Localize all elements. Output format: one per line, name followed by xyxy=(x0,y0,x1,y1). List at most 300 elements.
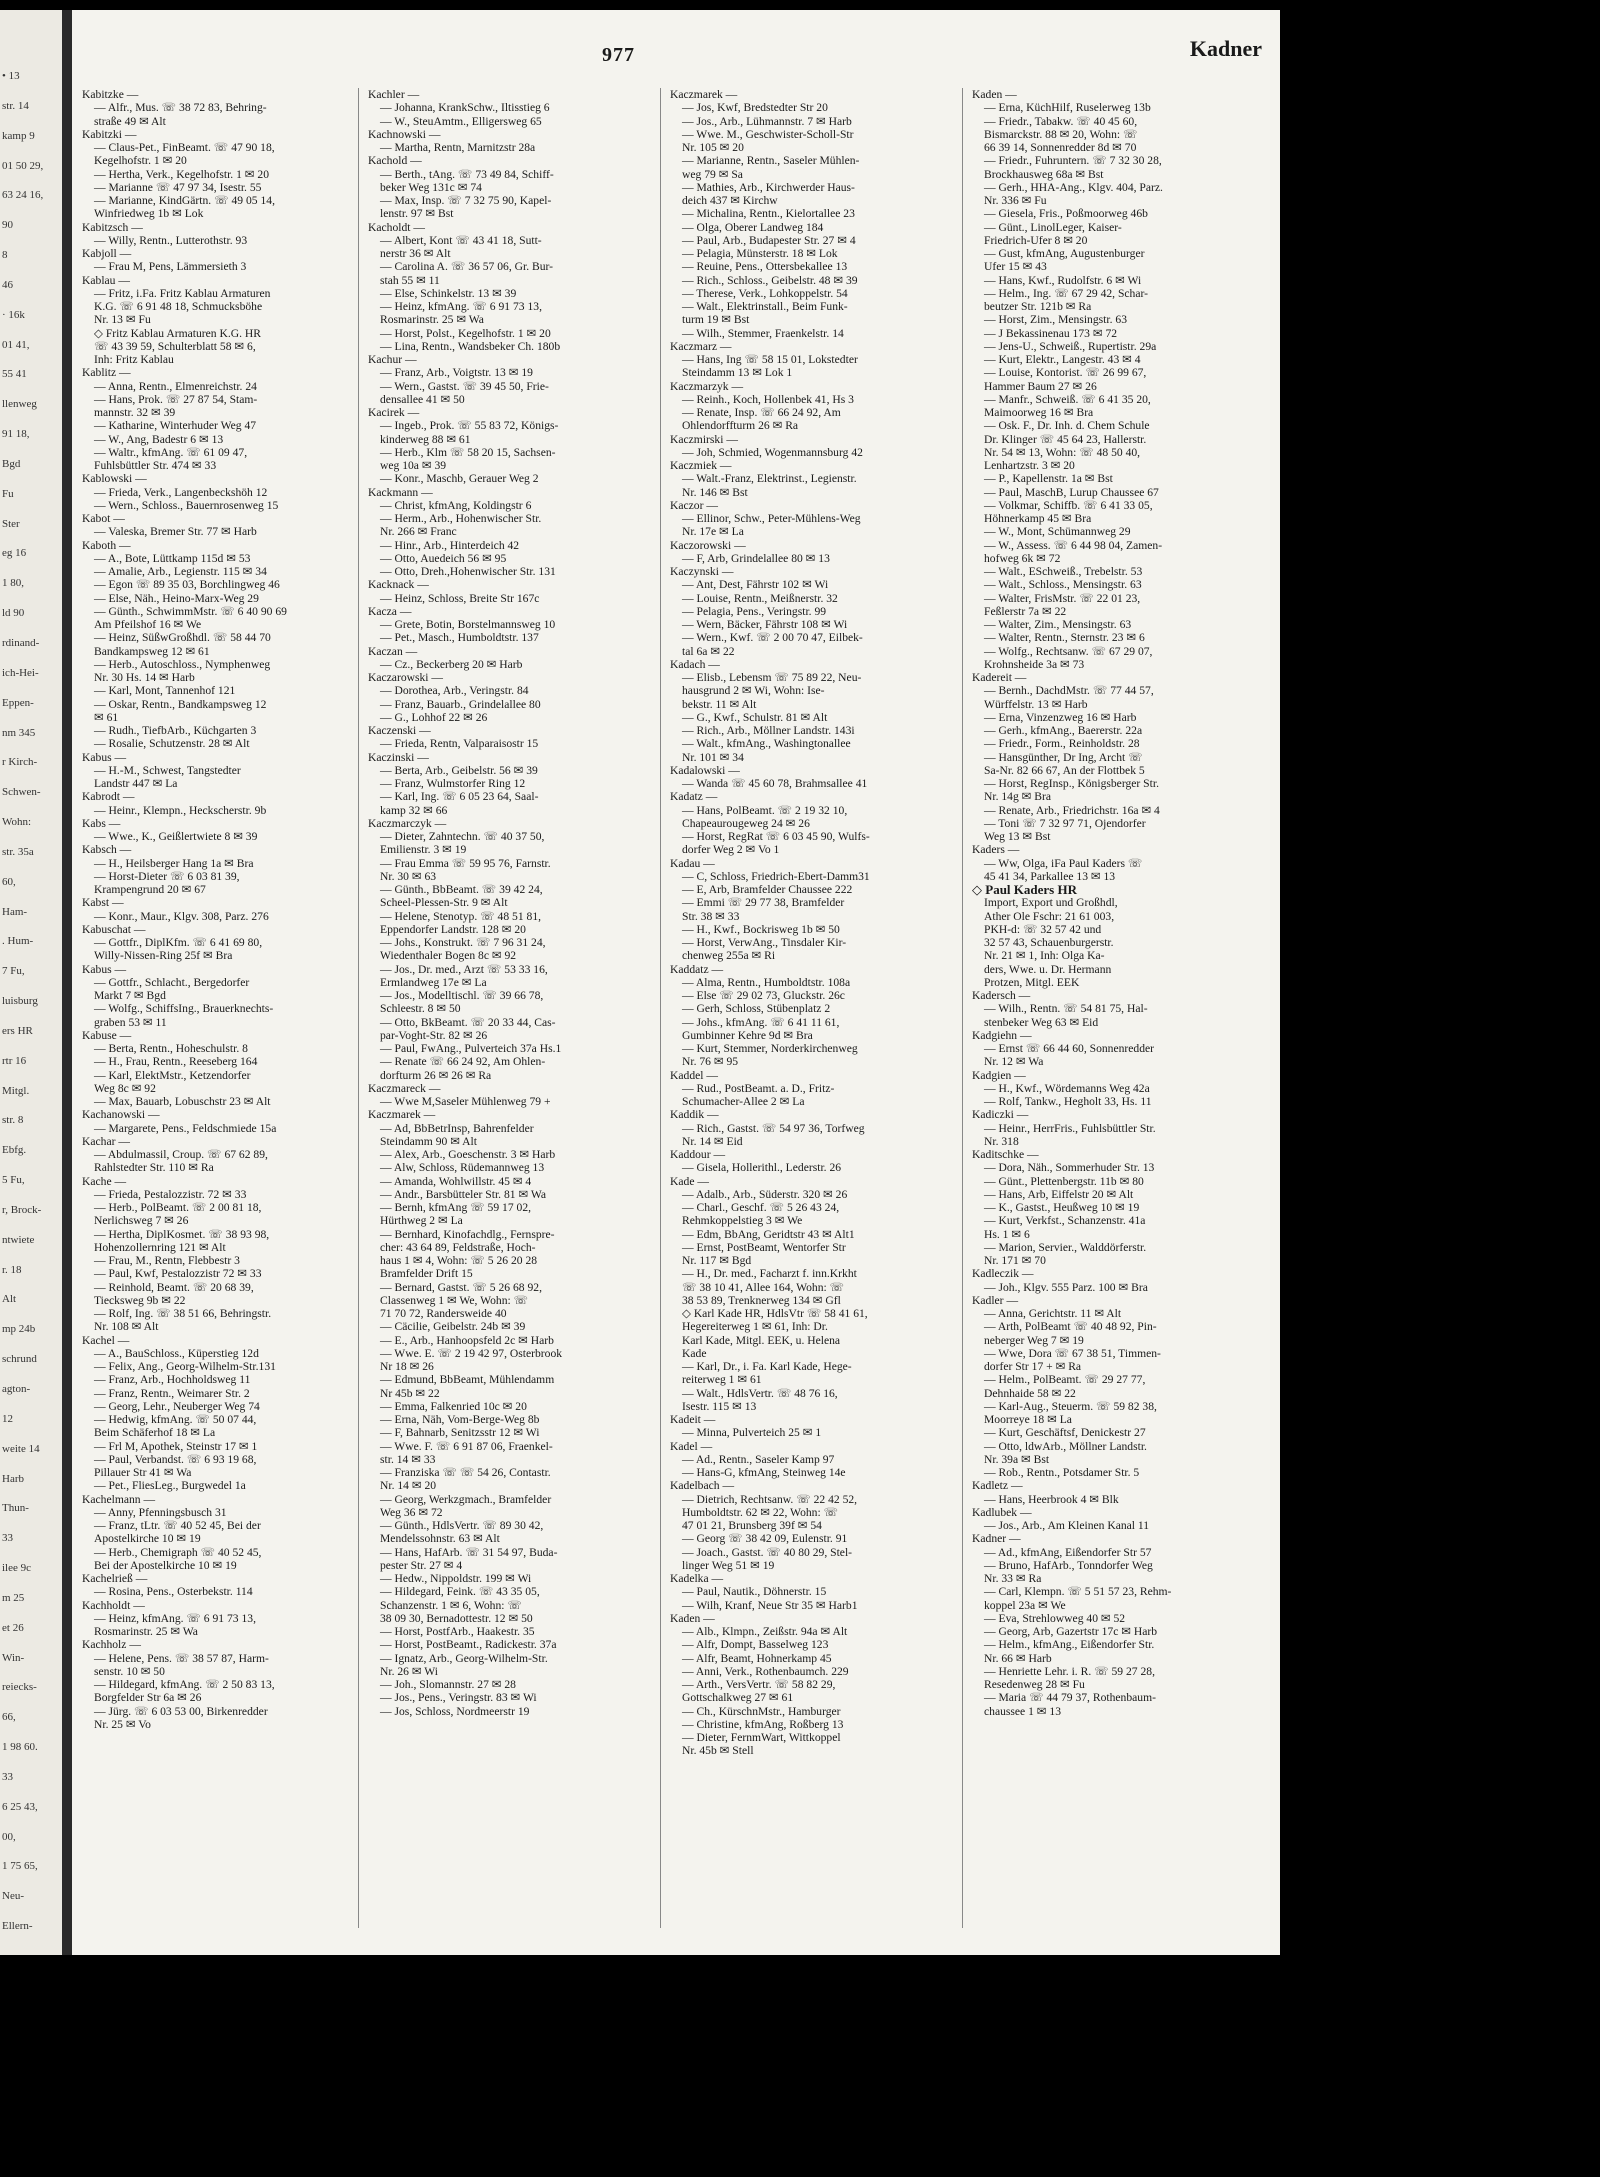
directory-entry-line: — Arth., VersVertr. ☏ 58 82 29, xyxy=(682,1678,836,1691)
directory-entry-line: — Henriette Lehr. i. R. ☏ 59 27 28, xyxy=(984,1664,1155,1678)
surname-heading: Kadatz — xyxy=(670,790,718,804)
directory-entry-line: — Jos, Kwf, Bredstedter Str 20 xyxy=(682,101,828,115)
directory-entry-line: — Erna, KüchHilf, Ruselerweg 13b xyxy=(984,101,1151,115)
directory-entry-line: — A., Bote, Lüttkamp 115d ✉ 53 xyxy=(94,551,251,565)
directory-entry-line: — Heinz, kfmAng. ☏ 6 91 73 13, xyxy=(94,1611,256,1625)
directory-entry-line: deich 437 ✉ Kirchw xyxy=(682,194,778,207)
page-number: 977 xyxy=(602,44,635,66)
directory-entry-line: — Rolf, Ing. ☏ 38 51 66, Behringstr. xyxy=(94,1307,272,1320)
directory-entry-line: — Wanda ☏ 45 60 78, Brahmsallee 41 xyxy=(682,777,868,790)
directory-entry-line: — Renate ☏ 66 24 92, Am Ohlen- xyxy=(380,1055,546,1069)
directory-entry-line: — Ant, Dest, Fährstr 102 ✉ Wi xyxy=(682,578,829,592)
directory-entry-line: — Cz., Beckerberg 20 ✉ Harb xyxy=(380,657,523,671)
directory-entry-line: Import, Export und Großhdl, xyxy=(984,896,1118,910)
directory-entry-line: — Rich., Arb., Möllner Landstr. 143i xyxy=(682,724,855,737)
directory-entry-line: Nr. 117 ✉ Bgd xyxy=(682,1254,752,1267)
directory-entry-line: — Karl, Mont, Tannenhof 121 xyxy=(94,684,236,698)
directory-entry-line: Kegelhofstr. 1 ✉ 20 xyxy=(94,154,187,168)
directory-entry-line: — Olga, Oberer Landweg 184 xyxy=(682,220,824,234)
facing-page-fragment: Fu xyxy=(2,487,14,500)
directory-entry-line: Rosmarinstr. 25 ✉ Wa xyxy=(94,1625,198,1638)
directory-entry-line: — Louise, Kontorist. ☏ 26 99 67, xyxy=(984,366,1147,380)
directory-entry-line: — Franz, Arb., Voigtstr. 13 ✉ 19 xyxy=(380,366,533,380)
directory-entry-line: — Wwe. F. ☏ 6 91 87 06, Fraenkel- xyxy=(380,1439,553,1453)
directory-entry-line: — Christ, kfmAng, Koldingstr 6 xyxy=(380,498,532,512)
facing-page-fragment: Ellern- xyxy=(2,1920,33,1933)
facing-page-fragment: 5 Fu, xyxy=(2,1174,25,1187)
directory-entry-line: — Bruno, HafArb., Tonndorfer Weg xyxy=(984,1558,1153,1572)
directory-entry-line: Schanzenstr. 1 ✉ 6, Wohn: ☏ xyxy=(380,1598,522,1612)
directory-entry-line: — Emmi ☏ 29 77 38, Bramfelder xyxy=(682,896,845,910)
directory-entry-line: — Emma, Falkenried 10c ✉ 20 xyxy=(380,1399,527,1413)
directory-entry-line: — Therese, Verk., Lohkoppelstr. 54 xyxy=(682,286,848,300)
directory-entry-line: — Helm., PolBeamt. ☏ 29 27 77, xyxy=(984,1373,1146,1387)
directory-entry-line: — Johs., Konstrukt. ☏ 7 96 31 24, xyxy=(380,936,546,949)
facing-page-fragment: m 25 xyxy=(2,1591,25,1604)
directory-entry-line: — Jos., Arb., Am Kleinen Kanal 11 xyxy=(984,1519,1150,1532)
directory-entry-line: — Hildegard, Feink. ☏ 43 35 05, xyxy=(380,1585,540,1599)
surname-heading: Kachanowski — xyxy=(82,1108,160,1122)
directory-entry-line: — Martha, Rentn, Marnitzstr 28a xyxy=(380,141,536,154)
directory-entry-line: 38 09 30, Bernadottestr. 12 ✉ 50 xyxy=(380,1611,533,1625)
directory-entry-line: — Johs., kfmAng. ☏ 6 41 11 61, xyxy=(682,1015,840,1029)
surname-heading: Kadelbach — xyxy=(670,1479,735,1493)
directory-entry-line: — Frau Emma ☏ 59 95 76, Farnstr. xyxy=(380,856,551,870)
directory-entry-line: Nr. 21 ✉ 1, Inh: Olga Ka- xyxy=(984,949,1105,963)
surname-heading: Kachel — xyxy=(82,1333,130,1347)
directory-entry-line: — Heinz, Schloss, Breite Str 167c xyxy=(380,591,540,605)
surname-heading: Kaczmarek — xyxy=(670,88,738,101)
facing-page-fragment: str. 35a xyxy=(2,845,34,858)
facing-page-fragment: agton- xyxy=(2,1383,31,1396)
directory-entry-line: — Frau M, Pens, Lämmersieth 3 xyxy=(94,260,247,274)
directory-entry-line: Steindamm 13 ✉ Lok 1 xyxy=(682,366,793,380)
surname-heading: Kaczmarzyk — xyxy=(670,379,744,393)
directory-entry-line: — Wern, Bäcker, Fährstr 108 ✉ Wi xyxy=(682,618,848,631)
directory-entry-line: — Alfr, Beamt, Hohnerkamp 45 xyxy=(682,1651,832,1665)
facing-page-fragment: Wohn: xyxy=(2,816,32,829)
directory-column-2 xyxy=(368,88,648,1718)
directory-entry-line: Würffelstr. 13 ✉ Harb xyxy=(984,697,1088,711)
directory-entry-line: — Georg, Lehr., Neuberger Weg 74 xyxy=(94,1399,260,1413)
directory-entry-line: — Paul, Verbandst. ☏ 6 93 19 68, xyxy=(94,1452,257,1466)
directory-entry-line: stah 55 ✉ 11 xyxy=(380,273,440,287)
directory-entry-line: Gumbinner Kehre 9d ✉ Bra xyxy=(682,1028,813,1042)
facing-page-fragment: Ham- xyxy=(2,905,28,918)
directory-entry-line: — H., Frau, Rentn., Reeseberg 164 xyxy=(94,1055,258,1069)
directory-entry-line: — Renate, Arb., Friedrichstr. 16a ✉ 4 xyxy=(984,803,1160,817)
directory-entry-line: — Christine, kfmAng, Roßberg 13 xyxy=(682,1717,844,1731)
directory-entry-line: — Max, Insp. ☏ 7 32 75 90, Kapel- xyxy=(380,194,552,207)
directory-page xyxy=(72,10,1280,1955)
directory-entry-line: Nr. 266 ✉ Franc xyxy=(380,525,457,539)
directory-entry-line: — Johanna, KrankSchw., Iltisstieg 6 xyxy=(380,101,550,115)
directory-entry-line: ☏ 38 10 41, Allee 164, Wohn: ☏ xyxy=(682,1280,845,1294)
directory-entry-line: Kade xyxy=(682,1346,707,1360)
facing-page-fragment: et 26 xyxy=(2,1621,24,1634)
directory-entry-line: Isestr. 115 ✉ 13 xyxy=(682,1399,757,1413)
facing-page-fragment: 1 75 65, xyxy=(2,1860,38,1873)
directory-entry-line: Nr. 17e ✉ La xyxy=(682,525,744,539)
directory-entry-line: — Louise, Rentn., Meißnerstr. 32 xyxy=(682,591,838,605)
directory-entry-line: — Ignatz, Arb., Georg-Wilhelm-Str. xyxy=(380,1651,548,1665)
directory-entry-line: — Berta, Arb., Geibelstr. 56 ✉ 39 xyxy=(380,763,538,777)
directory-entry-line: — Karl, ElektMstr., Ketzendorfer xyxy=(94,1068,251,1082)
facing-page-fragment: . Hum- xyxy=(2,935,34,948)
directory-entry-line: Nerlichsweg 7 ✉ 26 xyxy=(94,1214,189,1228)
directory-entry-line: — Katharine, Winterhuder Weg 47 xyxy=(94,419,257,433)
directory-entry-line: — Gottfr., Schlacht., Bergedorfer xyxy=(94,975,250,989)
directory-entry-line: — Pet., FliesLeg., Burgwedel 1a xyxy=(94,1479,246,1493)
directory-entry-line: — Anna, Gerichtstr. 11 ✉ Alt xyxy=(984,1307,1122,1320)
directory-entry-line: Nr. 12 ✉ Wa xyxy=(984,1055,1044,1069)
surname-heading: Kaczinski — xyxy=(368,750,429,764)
directory-entry-line: — Anni, Verk., Rothenbaumch. 229 xyxy=(682,1664,849,1678)
directory-entry-line: — Rudh., TiefbArb., Küchgarten 3 xyxy=(94,724,257,737)
directory-entry-line: dorfer Str 17 + ✉ Ra xyxy=(984,1360,1082,1373)
directory-entry-line: Schumacher-Allee 2 ✉ La xyxy=(682,1095,805,1108)
directory-entry-line: — Claus-Pet., FinBeamt. ☏ 47 90 18, xyxy=(94,141,275,154)
directory-entry-line: Nr. 336 ✉ Fu xyxy=(984,194,1047,207)
directory-entry-line: — Mathies, Arb., Kirchwerder Haus- xyxy=(682,180,855,194)
directory-entry-line: ✉ 61 xyxy=(94,710,119,724)
surname-heading: Kaczynski — xyxy=(670,565,734,578)
directory-entry-line: — Alfr, Dompt, Basselweg 123 xyxy=(682,1638,829,1652)
directory-entry-line: — W., SteuAmtm., Elligersweg 65 xyxy=(380,114,542,128)
directory-entry-line: — Wwe, Dora ☏ 67 38 51, Timmen- xyxy=(984,1346,1161,1360)
directory-entry-line: — P., Kapellenstr. 1a ✉ Bst xyxy=(984,472,1113,486)
directory-entry-line: ☏ 43 39 59, Schulterblatt 58 ✉ 6, xyxy=(94,339,256,353)
directory-entry-line: — Alex, Arb., Goeschenstr. 3 ✉ Harb xyxy=(380,1148,556,1161)
directory-entry-line: — Bernard, Gastst. ☏ 5 26 68 92, xyxy=(380,1280,542,1294)
directory-entry-line: — Helm., kfmAng., Eißendorfer Str. xyxy=(984,1638,1155,1652)
surname-heading: Kabjoll — xyxy=(82,247,132,260)
directory-entry-line: ◇ Fritz Kablau Armaturen K.G. HR xyxy=(94,326,262,340)
directory-entry-line: — Alb., Klmpn., Zeißstr. 94a ✉ Alt xyxy=(682,1625,848,1638)
directory-entry-line: — Ww, Olga, iFa Paul Kaders ☏ xyxy=(984,856,1143,870)
facing-page-fragment: 00, xyxy=(2,1830,16,1843)
directory-entry-line: — Franz, Bauarb., Grindelallee 80 xyxy=(380,697,541,711)
directory-entry-line: Markt 7 ✉ Bgd xyxy=(94,989,166,1002)
directory-entry-line: Winfriedweg 1b ✉ Lok xyxy=(94,207,204,221)
directory-entry-line: — Marianne, Rentn., Saseler Mühlen- xyxy=(682,154,860,168)
directory-entry-line: ders, Wwe. u. Dr. Hermann xyxy=(984,962,1112,976)
directory-entry-line: — Hans, HafArb. ☏ 31 54 97, Buda- xyxy=(380,1545,558,1559)
directory-entry-line: — Wwe. E. ☏ 2 19 42 97, Osterbrook xyxy=(380,1346,563,1360)
directory-entry-line: — Egon ☏ 89 35 03, Borchlingweg 46 xyxy=(94,578,280,592)
surname-heading: Kadach — xyxy=(670,657,720,671)
surname-heading: Kacirek — xyxy=(368,406,420,419)
facing-page-fragment: rdinand- xyxy=(2,636,40,649)
column-rule xyxy=(660,88,661,1928)
directory-entry-line: Weg 8c ✉ 92 xyxy=(94,1081,156,1095)
directory-entry-line: — Paul, Kwf, Pestalozzistr 72 ✉ 33 xyxy=(94,1267,262,1281)
facing-page-fragment: 55 41 xyxy=(2,368,27,381)
directory-entry-line: kamp 32 ✉ 66 xyxy=(380,803,448,817)
directory-entry-line: — Bernhard, Kinofachdlg., Fernspre- xyxy=(380,1227,555,1241)
directory-entry-line: mannstr. 32 ✉ 39 xyxy=(94,406,176,419)
surname-heading: Kadlubek — xyxy=(972,1505,1032,1519)
directory-entry-line: densallee 41 ✉ 50 xyxy=(380,392,465,406)
directory-entry-line: Nr. 101 ✉ 34 xyxy=(682,750,744,764)
directory-entry-line: Nr. 54 ✉ 13, Wohn: ☏ 48 50 40, xyxy=(984,445,1141,459)
surname-heading: Kaden — xyxy=(670,1611,715,1625)
surname-heading: Kaden — xyxy=(972,88,1017,101)
directory-entry-line: — Hans-G, kfmAng, Steinweg 14e xyxy=(682,1466,846,1479)
surname-heading: Kackmann — xyxy=(368,485,433,499)
surname-heading: Kaddik — xyxy=(670,1108,719,1122)
directory-entry-line: Hammer Baum 27 ✉ 26 xyxy=(984,379,1097,393)
directory-entry-line: — Hans, Heerbrook 4 ✉ Blk xyxy=(984,1492,1119,1506)
directory-entry-line: — Friedr., Fuhruntern. ☏ 7 32 30 28, xyxy=(984,154,1162,168)
directory-entry-line: Karl Kade, Mitgl. EEK, u. Helena xyxy=(682,1333,841,1347)
facing-page-fragment: · 16k xyxy=(2,308,25,321)
directory-entry-line: — Gerh., kfmAng., Baererstr. 22a xyxy=(984,724,1143,737)
directory-entry-line: Hohenzollernring 121 ✉ Alt xyxy=(94,1240,226,1254)
directory-entry-line: par-Voght-Str. 82 ✉ 26 xyxy=(380,1028,488,1042)
directory-entry-line: Lenhartzstr. 3 ✉ 20 xyxy=(984,459,1075,472)
directory-entry-line: 71 70 72, Randersweide 40 xyxy=(380,1307,507,1320)
directory-entry-line: koppel 23a ✉ We xyxy=(984,1598,1066,1612)
directory-entry-line: — Reinhold, Beamt. ☏ 20 68 39, xyxy=(94,1280,254,1294)
directory-entry-line: — Dietrich, Rechtsanw. ☏ 22 42 52, xyxy=(682,1492,858,1506)
directory-entry-line: Brockhausweg 68a ✉ Bst xyxy=(984,167,1104,181)
directory-entry-line: — Jos., Pens., Veringstr. 83 ✉ Wi xyxy=(380,1691,537,1705)
facing-page-fragment: rtr 16 xyxy=(2,1054,27,1067)
directory-entry-line: — Wwe M,Saseler Mühlenweg 79 + xyxy=(380,1095,551,1108)
directory-entry-line: — Pelagia, Münsterstr. 18 ✉ Lok xyxy=(682,247,838,260)
directory-entry-line: — Wolfg., Rechtsanw. ☏ 67 29 07, xyxy=(984,644,1153,658)
directory-entry-line: — Hansgünther, Dr Ing, Archt ☏ xyxy=(984,750,1143,764)
directory-entry-line: pester Str. 27 ✉ 4 xyxy=(380,1558,463,1572)
directory-entry-line: Nr 18 ✉ 26 xyxy=(380,1360,434,1373)
directory-entry-line: — Walter, Zim., Mensingstr. 63 xyxy=(984,618,1132,631)
directory-entry-line: — Herm., Arb., Hohenwischer Str. xyxy=(380,512,542,525)
directory-entry-line: — Berta, Rentn., Hoheschulstr. 8 xyxy=(94,1042,248,1055)
directory-entry-line: — Manfr., Schweiß. ☏ 6 41 35 20, xyxy=(984,392,1151,406)
directory-entry-line: Nr. 30 ✉ 63 xyxy=(380,869,437,883)
directory-entry-line: Resedenweg 28 ✉ Fu xyxy=(984,1678,1085,1691)
surname-heading: Kadgiehn — xyxy=(972,1028,1032,1042)
directory-entry-line: — Helene, Pens. ☏ 38 57 87, Harm- xyxy=(94,1651,269,1665)
directory-entry-line: — H., Dr. med., Facharzt f. inn.Krkht xyxy=(682,1267,857,1281)
directory-entry-line: Moorreye 18 ✉ La xyxy=(984,1413,1072,1426)
surname-heading: Kaders — xyxy=(972,843,1020,857)
facing-page-fragment: weite 14 xyxy=(2,1442,40,1455)
directory-entry-line: beutzer Str. 121b ✉ Ra xyxy=(984,300,1092,313)
directory-entry-line: Gottschalkweg 27 ✉ 61 xyxy=(682,1691,794,1705)
surname-heading: Kachler — xyxy=(368,88,420,101)
facing-page-fragment: r. 18 xyxy=(2,1263,22,1276)
directory-entry-line: — Frau, M., Rentn, Flebbestr 3 xyxy=(94,1254,240,1267)
directory-entry-line: Dehnhaide 58 ✉ 22 xyxy=(984,1386,1076,1400)
directory-entry-line: Weg 36 ✉ 72 xyxy=(380,1505,443,1519)
directory-entry-line: — Gerh., HHA-Ang., Klgv. 404, Parz. xyxy=(984,180,1163,194)
directory-entry-line: — Heinr., HerrFris., Fuhlsbüttler Str. xyxy=(984,1121,1156,1135)
facing-page-fragment: 1 98 60. xyxy=(2,1741,38,1754)
column-rule xyxy=(962,88,963,1928)
directory-entry-line: Willy-Nissen-Ring 25f ✉ Bra xyxy=(94,949,233,963)
surname-heading: Kadelka — xyxy=(670,1572,724,1585)
directory-entry-line: — Ernst ☏ 66 44 60, Sonnenredder xyxy=(984,1042,1155,1055)
directory-entry-line: — Marianne ☏ 47 97 34, Isestr. 55 xyxy=(94,180,262,194)
directory-entry-line: — Grete, Botin, Borstelmannsweg 10 xyxy=(380,618,556,631)
directory-entry-line: — Herb., PolBeamt. ☏ 2 00 81 18, xyxy=(94,1201,262,1214)
directory-entry-line: 66 39 14, Sonnenredder 8d ✉ 70 xyxy=(984,141,1137,154)
directory-entry-line: — Michalina, Rentn., Kielortallee 23 xyxy=(682,207,855,221)
directory-entry-line: Eppendorfer Landstr. 128 ✉ 20 xyxy=(380,922,526,936)
surname-heading: Kachelmann — xyxy=(82,1492,156,1506)
directory-entry-line: kinderweg 88 ✉ 61 xyxy=(380,432,471,446)
directory-entry-line: — W., Assess. ☏ 6 44 98 04, Zamen- xyxy=(984,538,1163,552)
directory-entry-line: — Carolina A. ☏ 36 57 06, Gr. Bur- xyxy=(380,260,554,274)
directory-entry-line: — Hedwig, kfmAng. ☏ 50 07 44, xyxy=(94,1413,257,1426)
directory-entry-line: — Lina, Rentn., Wandsbeker Ch. 180b xyxy=(380,339,561,353)
directory-entry-line: — W., Mont, Schümannweg 29 xyxy=(984,525,1131,539)
directory-entry-line: — Volkmar, Schiffb. ☏ 6 41 33 05, xyxy=(984,498,1153,512)
directory-entry-line: — Waltr., kfmAng. ☏ 61 09 47, xyxy=(94,445,248,459)
directory-entry-line: Fuhlsbüttler Str. 474 ✉ 33 xyxy=(94,459,217,472)
surname-heading: Kablowski — xyxy=(82,472,147,486)
directory-entry-line: — Wolfg., SchiffsIng., Brauerknechts- xyxy=(94,1002,274,1016)
directory-entry-line: — Jos., Arb., Lühmannstr. 7 ✉ Harb xyxy=(682,114,852,128)
directory-entry-line: turm 19 ✉ Bst xyxy=(682,313,750,327)
directory-entry-line: — Kurt, Elektr., Langestr. 43 ✉ 4 xyxy=(984,353,1141,366)
surname-heading: Kablau — xyxy=(82,273,130,287)
directory-entry-line: — Gust, kfmAng, Augustenburger xyxy=(984,247,1145,260)
directory-entry-line: — Reinh., Koch, Hollenbek 41, Hs 3 xyxy=(682,392,854,406)
directory-entry-line: ◇ Karl Kade HR, HdlsVtr ☏ 58 41 61, xyxy=(682,1307,868,1320)
directory-entry-line: — Friedr., Tabakw. ☏ 40 45 60, xyxy=(984,114,1138,128)
facing-page-fragment: 90 xyxy=(2,219,13,232)
directory-entry-line: — Herb., Klm ☏ 58 20 15, Sachsen- xyxy=(380,445,556,459)
directory-entry-line: Nr. 76 ✉ 95 xyxy=(682,1055,739,1069)
facing-page-fragment: 33 xyxy=(2,1532,13,1545)
directory-entry-line: — Frieda, Pestalozzistr. 72 ✉ 33 xyxy=(94,1187,247,1201)
directory-entry-line: senstr. 10 ✉ 50 xyxy=(94,1664,165,1678)
directory-entry-line: — G., Lohhof 22 ✉ 26 xyxy=(380,710,488,724)
directory-entry-line: — Heinz, SüßwGroßhdl. ☏ 58 44 70 xyxy=(94,631,271,645)
facing-page-fragment: 12 xyxy=(2,1412,13,1425)
directory-entry-line: — Jos., Dr. med., Arzt ☏ 53 33 16, xyxy=(380,962,548,976)
facing-page-fragment: 01 41, xyxy=(2,338,30,351)
directory-entry-line: — Franz, tLtr. ☏ 40 52 45, Bei der xyxy=(94,1519,261,1532)
directory-entry-line: — Horst, PostfArb., Haakestr. 35 xyxy=(380,1625,535,1638)
directory-entry-line: — Dora, Näh., Sommerhuder Str. 13 xyxy=(984,1161,1155,1175)
directory-entry-line: weg 10a ✉ 39 xyxy=(380,459,447,472)
directory-entry-line: — Ellinor, Schw., Peter-Mühlens-Weg xyxy=(682,512,861,525)
surname-heading: Kabitzke — xyxy=(82,88,139,101)
directory-entry-line: Nr. 171 ✉ 70 xyxy=(984,1254,1046,1267)
directory-entry-line: — Horst, RegInsp., Königsberger Str. xyxy=(984,777,1159,790)
directory-entry-line: — Hans, PolBeamt. ☏ 2 19 32 10, xyxy=(682,803,848,817)
facing-page-fragment: reiecks- xyxy=(2,1681,37,1694)
directory-entry-line: weg 79 ✉ Sa xyxy=(682,167,743,181)
directory-entry-line: — Adalb., Arb., Süderstr. 320 ✉ 26 xyxy=(682,1187,848,1201)
directory-entry-line: — Arth, PolBeamt ☏ 40 48 92, Pin- xyxy=(984,1320,1157,1334)
facing-page-fragment: Ebfg. xyxy=(2,1144,27,1157)
surname-heading: Kaczmirski — xyxy=(670,432,738,446)
directory-entry-line: — Alma, Rentn., Humboldtstr. 108a xyxy=(682,975,851,989)
directory-entry-line: — Else, Näh., Heino-Marx-Weg 29 xyxy=(94,591,259,605)
directory-entry-line: — Edmund, BbBeamt, Mühlendamm xyxy=(380,1373,555,1387)
facing-page-fragment: nm 345 xyxy=(2,726,36,739)
directory-entry-line: Höhnerkamp 45 ✉ Bra xyxy=(984,512,1092,525)
directory-entry-line: Hürthweg 2 ✉ La xyxy=(380,1214,463,1228)
previous-page-edge xyxy=(0,10,62,1955)
directory-entry-line: — G., Kwf., Schulstr. 81 ✉ Alt xyxy=(682,710,828,724)
directory-entry-line: — Günth., HdlsVertr. ☏ 89 30 42, xyxy=(380,1519,544,1532)
directory-entry-line: — A., BauSchloss., Küperstieg 12d xyxy=(94,1346,259,1360)
facing-page-fragment: 8 xyxy=(2,249,8,262)
directory-entry-line: — Jos., Modelltischl. ☏ 39 66 78, xyxy=(380,989,544,1002)
directory-entry-line: — Eva, Strehlowweg 40 ✉ 52 xyxy=(984,1611,1126,1625)
directory-entry-line: Ather Ole Fschr: 21 61 003, xyxy=(984,909,1115,923)
directory-entry-line: — Friedr., Form., Reinholdstr. 28 xyxy=(984,737,1140,751)
surname-heading: Kadau — xyxy=(670,856,715,870)
directory-entry-line: 32 57 43, Schauenburgerstr. xyxy=(984,936,1114,949)
directory-entry-line: Nr. 66 ✉ Harb xyxy=(984,1651,1052,1665)
facing-page-fragment: 1 80, xyxy=(2,577,24,590)
directory-entry-line: — E., Arb., Hanhoopsfeld 2c ✉ Harb xyxy=(380,1333,554,1347)
directory-entry-line: stenbeker Weg 63 ✉ Eid xyxy=(984,1015,1099,1029)
directory-entry-line: — Helm., Ing. ☏ 67 29 42, Schar- xyxy=(984,286,1148,300)
directory-entry-line: — Ch., KürschnMstr., Hamburger xyxy=(682,1704,841,1718)
directory-entry-line: — Frl M, Apothek, Steinstr 17 ✉ 1 xyxy=(94,1439,258,1453)
surname-heading: ◇ Paul Kaders HR xyxy=(972,883,1077,897)
directory-entry-line: — Hertha, DiplKosmet. ☏ 38 93 98, xyxy=(94,1227,270,1241)
directory-entry-line: — J Bekassinenau 173 ✉ 72 xyxy=(984,326,1118,340)
directory-entry-line: — Felix, Ang., Georg-Wilhelm-Str.131 xyxy=(94,1360,276,1373)
directory-entry-line: Nr. 39a ✉ Bst xyxy=(984,1452,1050,1466)
directory-entry-line: — F, Bahnarb, Senitzsstr 12 ✉ Wi xyxy=(380,1426,540,1440)
directory-entry-line: — Franz, Rentn., Weimarer Str. 2 xyxy=(94,1386,250,1400)
directory-entry-line: Pillauer Str 41 ✉ Wa xyxy=(94,1466,192,1479)
directory-entry-line: — Albert, Kont ☏ 43 41 18, Sutt- xyxy=(380,233,542,247)
directory-entry-line: — Anny, Pfenningsbusch 31 xyxy=(94,1505,227,1519)
directory-entry-line: Nr. 26 ✉ Wi xyxy=(380,1664,438,1678)
surname-heading: Kachholdt — xyxy=(82,1598,145,1612)
directory-entry-line: straße 49 ✉ Alt xyxy=(94,114,166,128)
directory-entry-line: cher: 43 64 89, Feldstraße, Hoch- xyxy=(380,1240,536,1254)
directory-entry-line: — Jens-U., Schweiß., Rupertistr. 29a xyxy=(984,339,1157,353)
facing-page-fragment: • 13 xyxy=(2,70,20,82)
directory-entry-line: — Horst, RegRat ☏ 6 03 45 90, Wulfs- xyxy=(682,830,870,843)
directory-entry-line: — Maria ☏ 44 79 37, Rothenbaum- xyxy=(984,1691,1156,1705)
directory-entry-line: — Reuine, Pens., Ottersbekallee 13 xyxy=(682,260,848,274)
facing-page-fragment: ilee 9c xyxy=(2,1562,32,1575)
directory-entry-line: hofweg 6k ✉ 72 xyxy=(984,551,1061,565)
directory-entry-line: — Rob., Rentn., Potsdamer Str. 5 xyxy=(984,1466,1140,1479)
directory-entry-line: — Cäcilie, Geibelstr. 24b ✉ 39 xyxy=(380,1320,526,1334)
directory-entry-line: Am Pfeilshof 16 ✉ We xyxy=(94,618,202,631)
directory-entry-line: — Gisela, Hollerithl., Lederstr. 26 xyxy=(682,1161,842,1175)
directory-entry-line: haus 1 ✉ 4, Wohn: ☏ 5 26 20 28 xyxy=(380,1254,538,1267)
directory-entry-line: — Pelagia, Pens., Veringstr. 99 xyxy=(682,604,827,618)
directory-entry-line: — Rich., Schloss., Geibelstr. 48 ✉ 39 xyxy=(682,273,858,287)
directory-entry-line: — Rolf, Tankw., Hegholt 33, Hs. 11 xyxy=(984,1095,1152,1108)
directory-entry-line: — Rud., PostBeamt. a. D., Fritz- xyxy=(682,1081,835,1095)
facing-page-fragment: 01 50 29, xyxy=(2,159,44,172)
surname-heading: Kachelrieß — xyxy=(82,1572,148,1585)
surname-heading: Kadel — xyxy=(670,1439,713,1453)
directory-entry-line: — Edm, BbAng, Geridtstr 43 ✉ Alt1 xyxy=(682,1227,855,1241)
facing-page-fragment: ntwiete xyxy=(2,1233,35,1246)
directory-entry-line: chenweg 255a ✉ Ri xyxy=(682,949,776,963)
directory-entry-line: — Wilh., Stemmer, Fraenkelstr. 14 xyxy=(682,326,844,340)
directory-entry-line: Rahlstedter Str. 110 ✉ Ra xyxy=(94,1161,214,1175)
directory-entry-line: — Dieter, Zahntechn. ☏ 40 37 50, xyxy=(380,830,545,843)
